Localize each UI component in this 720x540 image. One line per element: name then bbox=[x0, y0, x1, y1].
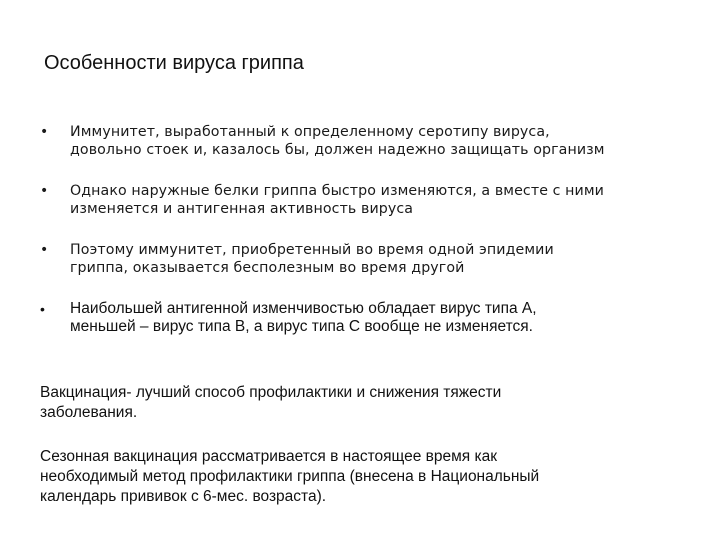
bullet-icon: • bbox=[40, 242, 49, 258]
bullet-list bbox=[40, 123, 680, 359]
vaccination-paragraph bbox=[40, 383, 680, 423]
paragraph-line: календарь прививок с 6-мес. возраста). bbox=[40, 488, 327, 505]
seasonal-vaccination-paragraph bbox=[40, 447, 680, 507]
slide-title: Особенности вируса гриппа bbox=[44, 52, 304, 74]
bullet-text-line: довольно стоек и, казалось бы, должен надежно защищать организм bbox=[70, 142, 605, 158]
paragraph-line: Сезонная вакцинация рассматривается в настоящее время как bbox=[40, 448, 497, 465]
bullet-text-line: меньшей – вирус типа В, а вирус типа С вообще не изменяется. bbox=[70, 318, 533, 335]
bullet-item bbox=[40, 241, 680, 277]
paragraph-line: необходимый метод профилактики гриппа (внесена в Национальный bbox=[40, 468, 540, 485]
bullet-icon: • bbox=[40, 183, 49, 199]
bullet-icon: • bbox=[40, 124, 49, 140]
bullet-text-line: Однако наружные белки гриппа быстро изменяются, а вместе с ними bbox=[70, 183, 604, 199]
bullet-text-line: гриппа, оказывается бесполезным во время другой bbox=[70, 260, 465, 276]
bullet-text-line: Поэтому иммунитет, приобретенный во время одной эпидемии bbox=[70, 242, 554, 258]
bullet-text-line: Наибольшей антигенной изменчивостью обладает вирус типа А, bbox=[70, 300, 537, 317]
bullet-item bbox=[40, 123, 680, 159]
bullet-text-line: изменяется и антигенная активность вируса bbox=[70, 201, 414, 217]
bullet-icon: • bbox=[40, 301, 45, 317]
bullet-text-line: Иммунитет, выработанный к определенному серотипу вируса, bbox=[70, 124, 550, 140]
bullet-item bbox=[40, 182, 680, 218]
paragraph-line: Вакцинация- лучший способ профилактики и снижения тяжести bbox=[40, 384, 502, 401]
paragraph-line: заболевания. bbox=[40, 404, 138, 421]
bullet-item bbox=[40, 300, 680, 336]
